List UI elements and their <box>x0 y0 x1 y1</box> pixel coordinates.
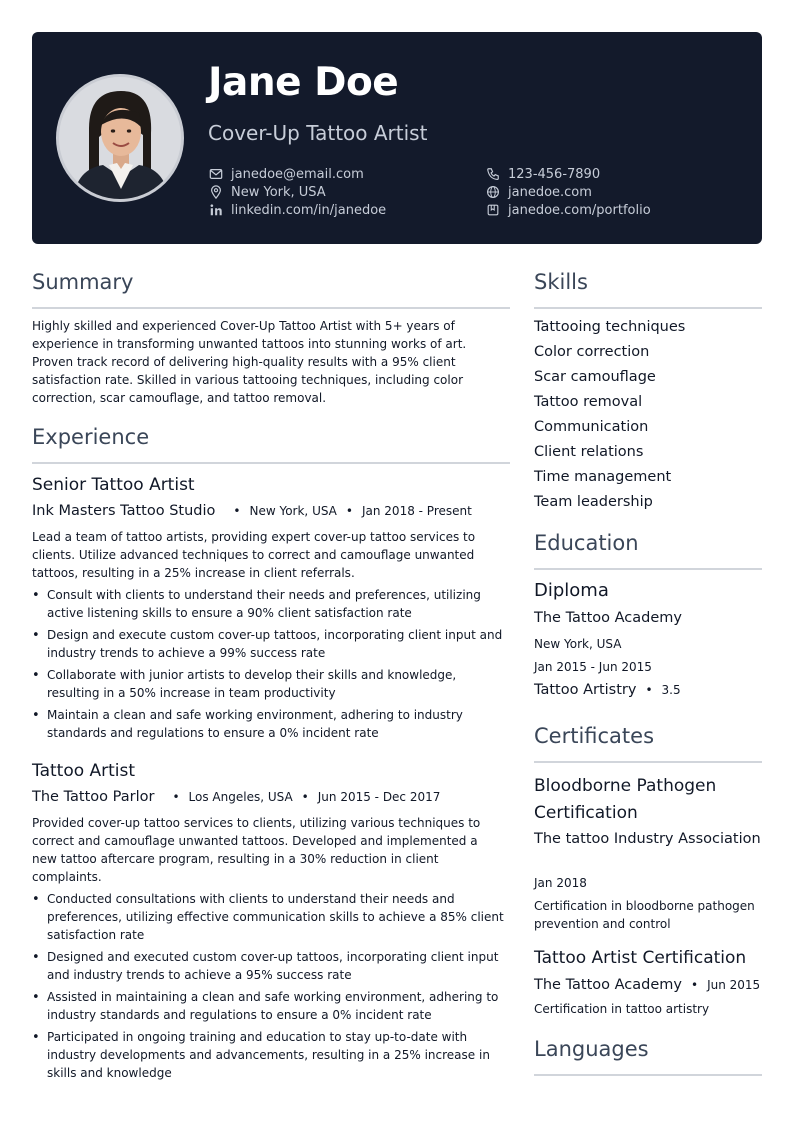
education-location: New York, USA <box>534 637 622 651</box>
job-company: Ink Masters Tattoo Studio <box>32 503 216 519</box>
phone-icon <box>485 166 501 182</box>
languages-heading: Languages <box>534 1037 649 1061</box>
resume-header <box>32 32 762 244</box>
experience-heading: Experience <box>32 425 150 449</box>
job-description: Lead a team of tattoo artists, providing expert cover-up tattoo services to clients. Utilize advanced techniques to correct and camouflage unwanted tattoos, resulting in a 25% increase in client referrals. <box>32 530 476 580</box>
list-item: • Design and execute custom cover-up tattoos, incorporating client input and industry trends to achieve a 99% success rate <box>32 626 510 662</box>
candidate-role: Cover-Up Tattoo Artist <box>208 121 428 145</box>
education-gpa: 3.5 <box>661 683 681 697</box>
candidate-name: Jane Doe <box>208 60 399 105</box>
experience-divider <box>32 462 510 464</box>
certificate-description: Certification in tattoo artistry <box>534 1002 710 1016</box>
certificate-date: Jun 2015 <box>707 978 761 992</box>
job-dates: Jun 2015 - Dec 2017 <box>317 790 441 804</box>
portfolio-icon <box>485 202 501 218</box>
separator-dot: • <box>233 504 241 518</box>
certificate-meta <box>534 977 760 993</box>
contact-linkedin[interactable] <box>208 201 386 219</box>
skills-heading: Skills <box>534 270 588 294</box>
job-title: Senior Tattoo Artist <box>32 475 195 495</box>
languages-divider <box>534 1074 762 1076</box>
envelope-icon <box>208 166 224 182</box>
skill-item: Team leadership <box>534 494 653 510</box>
skills-list <box>534 318 685 518</box>
location-text: New York, USA <box>231 184 326 200</box>
contact-portfolio[interactable] <box>485 201 651 219</box>
job-company: The Tattoo Parlor <box>32 789 155 805</box>
list-item: • Participated in ongoing training and education to stay up-to-date with industry developments and advancements, resulting in a 25% increase in skills and knowledge <box>32 1028 510 1082</box>
list-item: • Assisted in maintaining a clean and safe working environment, adhering to industry standards and regulations to ensure a 0% incident rate <box>32 988 510 1024</box>
portfolio-text: janedoe.com/portfolio <box>508 202 651 218</box>
certificate-date: Jan 2018 <box>534 876 587 890</box>
summary-divider <box>32 307 510 309</box>
job-meta <box>32 789 440 805</box>
linkedin-text: linkedin.com/in/janedoe <box>231 202 387 218</box>
certificates-divider <box>534 761 762 763</box>
contact-location <box>208 183 326 201</box>
job-location: Los Angeles, USA <box>188 790 293 804</box>
avatar <box>56 74 184 202</box>
certificate-name: Tattoo Artist Certification <box>534 948 747 968</box>
job-dates: Jan 2018 - Present <box>361 504 472 518</box>
list-item: • Collaborate with junior artists to develop their skills and knowledge, resulting in a 50% increase in team productivity <box>32 666 510 702</box>
job-title: Tattoo Artist <box>32 761 136 781</box>
job-bullet-list <box>32 890 510 1086</box>
certificates-heading: Certificates <box>534 724 655 748</box>
skill-item: Communication <box>534 419 649 435</box>
summary-heading: Summary <box>32 270 134 294</box>
job-meta <box>32 503 472 519</box>
education-degree: Diploma <box>534 580 609 601</box>
separator-dot: • <box>645 683 653 697</box>
list-item: • Conducted consultations with clients to understand their needs and preferences, utilizing effective communication skills to achieve a 85% client satisfaction rate <box>32 890 510 944</box>
list-item: • Maintain a clean and safe working environment, adhering to industry standards and regulations to ensure a 0% incident rate <box>32 706 510 742</box>
job-location: New York, USA <box>249 504 337 518</box>
skills-divider <box>534 307 762 309</box>
email-text: janedoe@email.com <box>231 166 364 182</box>
education-heading: Education <box>534 531 639 555</box>
website-text: janedoe.com <box>508 184 592 200</box>
education-divider <box>534 568 762 570</box>
contact-phone[interactable] <box>485 165 600 183</box>
certificate-name: Bloodborne Pathogen Certification <box>534 776 717 823</box>
education-school: The Tattoo Academy <box>534 610 682 626</box>
skill-item: Scar camouflage <box>534 369 656 385</box>
separator-dot: • <box>301 790 309 804</box>
skill-item: Color correction <box>534 344 650 360</box>
education-field: Tattoo Artistry <box>534 682 637 698</box>
separator-dot: • <box>345 504 353 518</box>
job-bullet-list <box>32 586 510 746</box>
contact-email[interactable] <box>208 165 364 183</box>
list-item: • Designed and executed custom cover-up tattoos, incorporating client input and industry trends to achieve a 95% success rate <box>32 948 510 984</box>
skill-item: Tattoo removal <box>534 394 643 410</box>
job-description: Provided cover-up tattoo services to clients, utilizing various techniques to correct and camouflage unwanted tattoos. Developed and implemented a new tattoo aftercare program, resulting in a 30% reduction in client complaints. <box>32 816 481 884</box>
certificate-issuer: The tattoo Industry Association <box>534 831 761 847</box>
contact-website[interactable] <box>485 183 592 201</box>
linkedin-icon <box>208 202 224 218</box>
skill-item: Tattooing techniques <box>534 319 686 335</box>
separator-dot: • <box>172 790 180 804</box>
skill-item: Client relations <box>534 444 644 460</box>
map-pin-icon <box>208 184 224 200</box>
globe-icon <box>485 184 501 200</box>
skill-item: Time management <box>534 469 672 485</box>
certificate-issuer: The Tattoo Academy <box>534 977 682 993</box>
certificate-description: Certification in bloodborne pathogen prevention and control <box>534 899 755 931</box>
education-field-row <box>534 682 681 698</box>
education-dates: Jan 2015 - Jun 2015 <box>534 660 652 674</box>
list-item: • Consult with clients to understand their needs and preferences, utilizing active listening skills to ensure a 90% client satisfaction rate <box>32 586 510 622</box>
phone-text: 123-456-7890 <box>508 166 601 182</box>
summary-text: Highly skilled and experienced Cover-Up Tattoo Artist with 5+ years of experience in transforming unwanted tattoos into stunning works of art. Proven track record of delivering high-quality results with a 95% client satisfaction rate. Skilled in various tattooing techniques, including color correction, scar camouflage, and tattoo removal. <box>32 319 467 405</box>
separator-dot: • <box>691 978 699 992</box>
